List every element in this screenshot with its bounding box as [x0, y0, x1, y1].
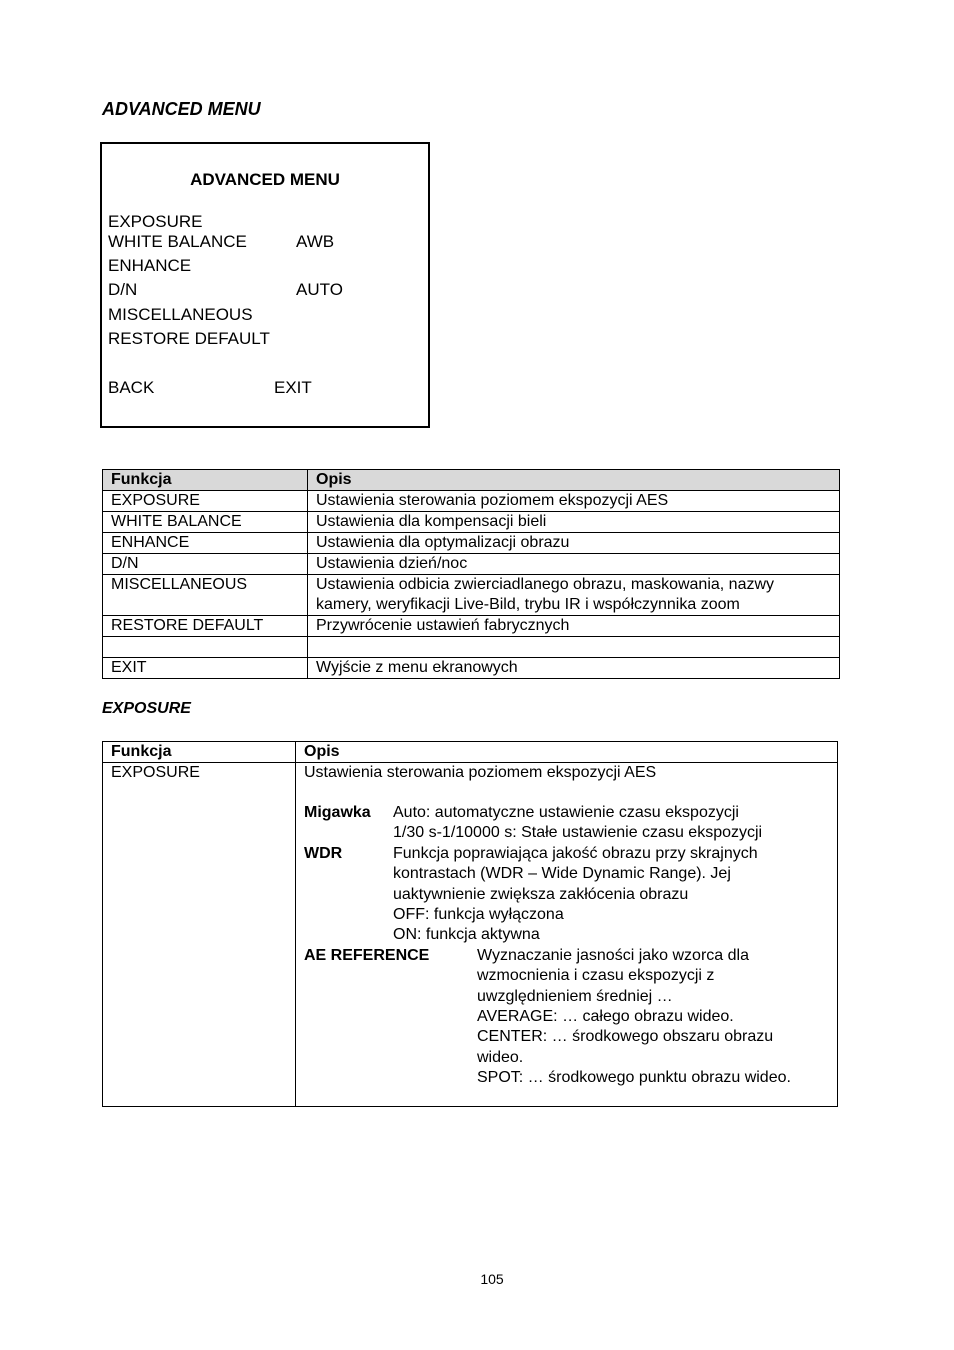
param-line: AVERAGE: … całego obrazu wideo. — [477, 1008, 734, 1026]
functions-table — [102, 469, 840, 679]
cell-function: EXPOSURE — [103, 763, 296, 1107]
param-name: Migawka — [304, 804, 371, 821]
param-line: uaktywnienie zwiększa zakłócenia obrazu — [393, 885, 689, 903]
osd-menu-item — [108, 280, 418, 302]
cell-description: Ustawienia sterowania poziomem ekspozycji AES — [308, 491, 840, 512]
param-line: kontrastach (WDR – Wide Dynamic Range). Jej — [393, 865, 731, 883]
param-line: ON: funkcja aktywna — [393, 926, 540, 944]
osd-menu-item — [108, 256, 418, 278]
table-row — [103, 658, 840, 679]
table-row — [103, 763, 838, 1107]
osd-item-label: ENHANCE — [108, 256, 192, 275]
osd-item-label: D/N — [108, 280, 138, 299]
section-title-advanced-menu: ADVANCED MENU — [102, 99, 261, 119]
param-line: Auto: automatyczne ustawienie czasu ekspozycji — [393, 804, 739, 821]
table-header-row — [103, 470, 840, 491]
page-number: 105 — [480, 1271, 504, 1287]
table-header-row — [103, 742, 838, 763]
param-line: OFF: funkcja wyłączona — [393, 906, 564, 924]
osd-menu-item — [108, 305, 418, 327]
osd-menu-box — [100, 142, 430, 428]
table-row — [103, 575, 840, 616]
param-line: wideo. — [477, 1048, 524, 1066]
param-name: AE REFERENCE — [304, 946, 430, 964]
cell-function: EXIT — [103, 658, 308, 679]
table-row — [103, 554, 840, 575]
param-description — [393, 844, 758, 946]
exposure-table — [102, 741, 838, 1107]
param-line: SPOT: … środkowego punktu obrazu wideo. — [477, 1069, 791, 1087]
cell-description: Ustawienia dla optymalizacji obrazu — [308, 533, 840, 554]
osd-item-label: RESTORE DEFAULT — [108, 329, 270, 348]
param-ae-reference — [304, 946, 829, 1089]
param-description — [477, 946, 791, 1089]
param-line: Wyznaczanie jasności jako wzorca dla — [477, 946, 749, 964]
cell-description: Ustawienia dzień/noc — [308, 554, 840, 575]
param-migawka — [304, 803, 829, 844]
osd-item-value: AWB — [296, 232, 335, 251]
osd-back-label: BACK — [108, 378, 155, 397]
param-line: wzmocnienia i czasu ekspozycji z — [477, 967, 715, 985]
cell-function — [103, 637, 308, 658]
cell-description: Przywrócenie ustawień fabrycznych — [308, 616, 840, 637]
header-opis: Opis — [296, 742, 838, 763]
osd-exit-label: EXIT — [274, 378, 312, 397]
cell-function: ENHANCE — [103, 533, 308, 554]
cell-description: Ustawienia dla kompensacji bieli — [308, 512, 840, 533]
param-description — [393, 803, 762, 844]
osd-menu-item — [108, 212, 418, 234]
param-line: 1/30 s-1/10000 s: Stałe ustawienie czasu ekspozycji — [393, 824, 763, 842]
header-opis: Opis — [308, 470, 840, 491]
cell-function: EXPOSURE — [103, 491, 308, 512]
osd-menu-footer — [108, 378, 418, 398]
table-row — [103, 512, 840, 533]
table-row — [103, 491, 840, 512]
table-row — [103, 616, 840, 637]
table-row-empty — [103, 637, 840, 658]
osd-menu-item — [108, 232, 418, 254]
cell-description: Ustawienia odbicia zwierciadlanego obrazu, maskowania, nazwy kamery, weryfikacji Live-Bild, trybu IR i współczynnika zoom — [308, 575, 840, 616]
cell-description — [308, 637, 840, 658]
param-line: CENTER: … środkowego obszaru obrazu — [477, 1028, 774, 1046]
cell-function: RESTORE DEFAULT — [103, 616, 308, 637]
osd-item-label: WHITE BALANCE — [108, 232, 247, 251]
param-wdr — [304, 844, 829, 946]
table-row — [103, 533, 840, 554]
cell-description: Wyjście z menu ekranowych — [308, 658, 840, 679]
param-name: WDR — [304, 844, 343, 862]
header-funkcja: Funkcja — [103, 742, 296, 763]
osd-menu-item — [108, 329, 418, 351]
osd-item-label: EXPOSURE — [108, 212, 203, 231]
cell-function: WHITE BALANCE — [103, 512, 308, 533]
section-title-exposure: EXPOSURE — [102, 700, 191, 717]
param-line: Funkcja poprawiająca jakość obrazu przy skrajnych — [393, 844, 758, 862]
cell-description — [296, 763, 838, 1107]
osd-item-label: MISCELLANEOUS — [108, 305, 253, 324]
osd-menu-title: ADVANCED MENU — [190, 170, 340, 189]
exposure-intro: Ustawienia sterowania poziomem ekspozycji AES — [304, 764, 657, 781]
osd-item-value: AUTO — [296, 280, 343, 299]
param-line: uwzględnieniem średniej … — [477, 987, 673, 1005]
cell-function: MISCELLANEOUS — [103, 575, 308, 616]
header-funkcja: Funkcja — [103, 470, 308, 491]
cell-function: D/N — [103, 554, 308, 575]
